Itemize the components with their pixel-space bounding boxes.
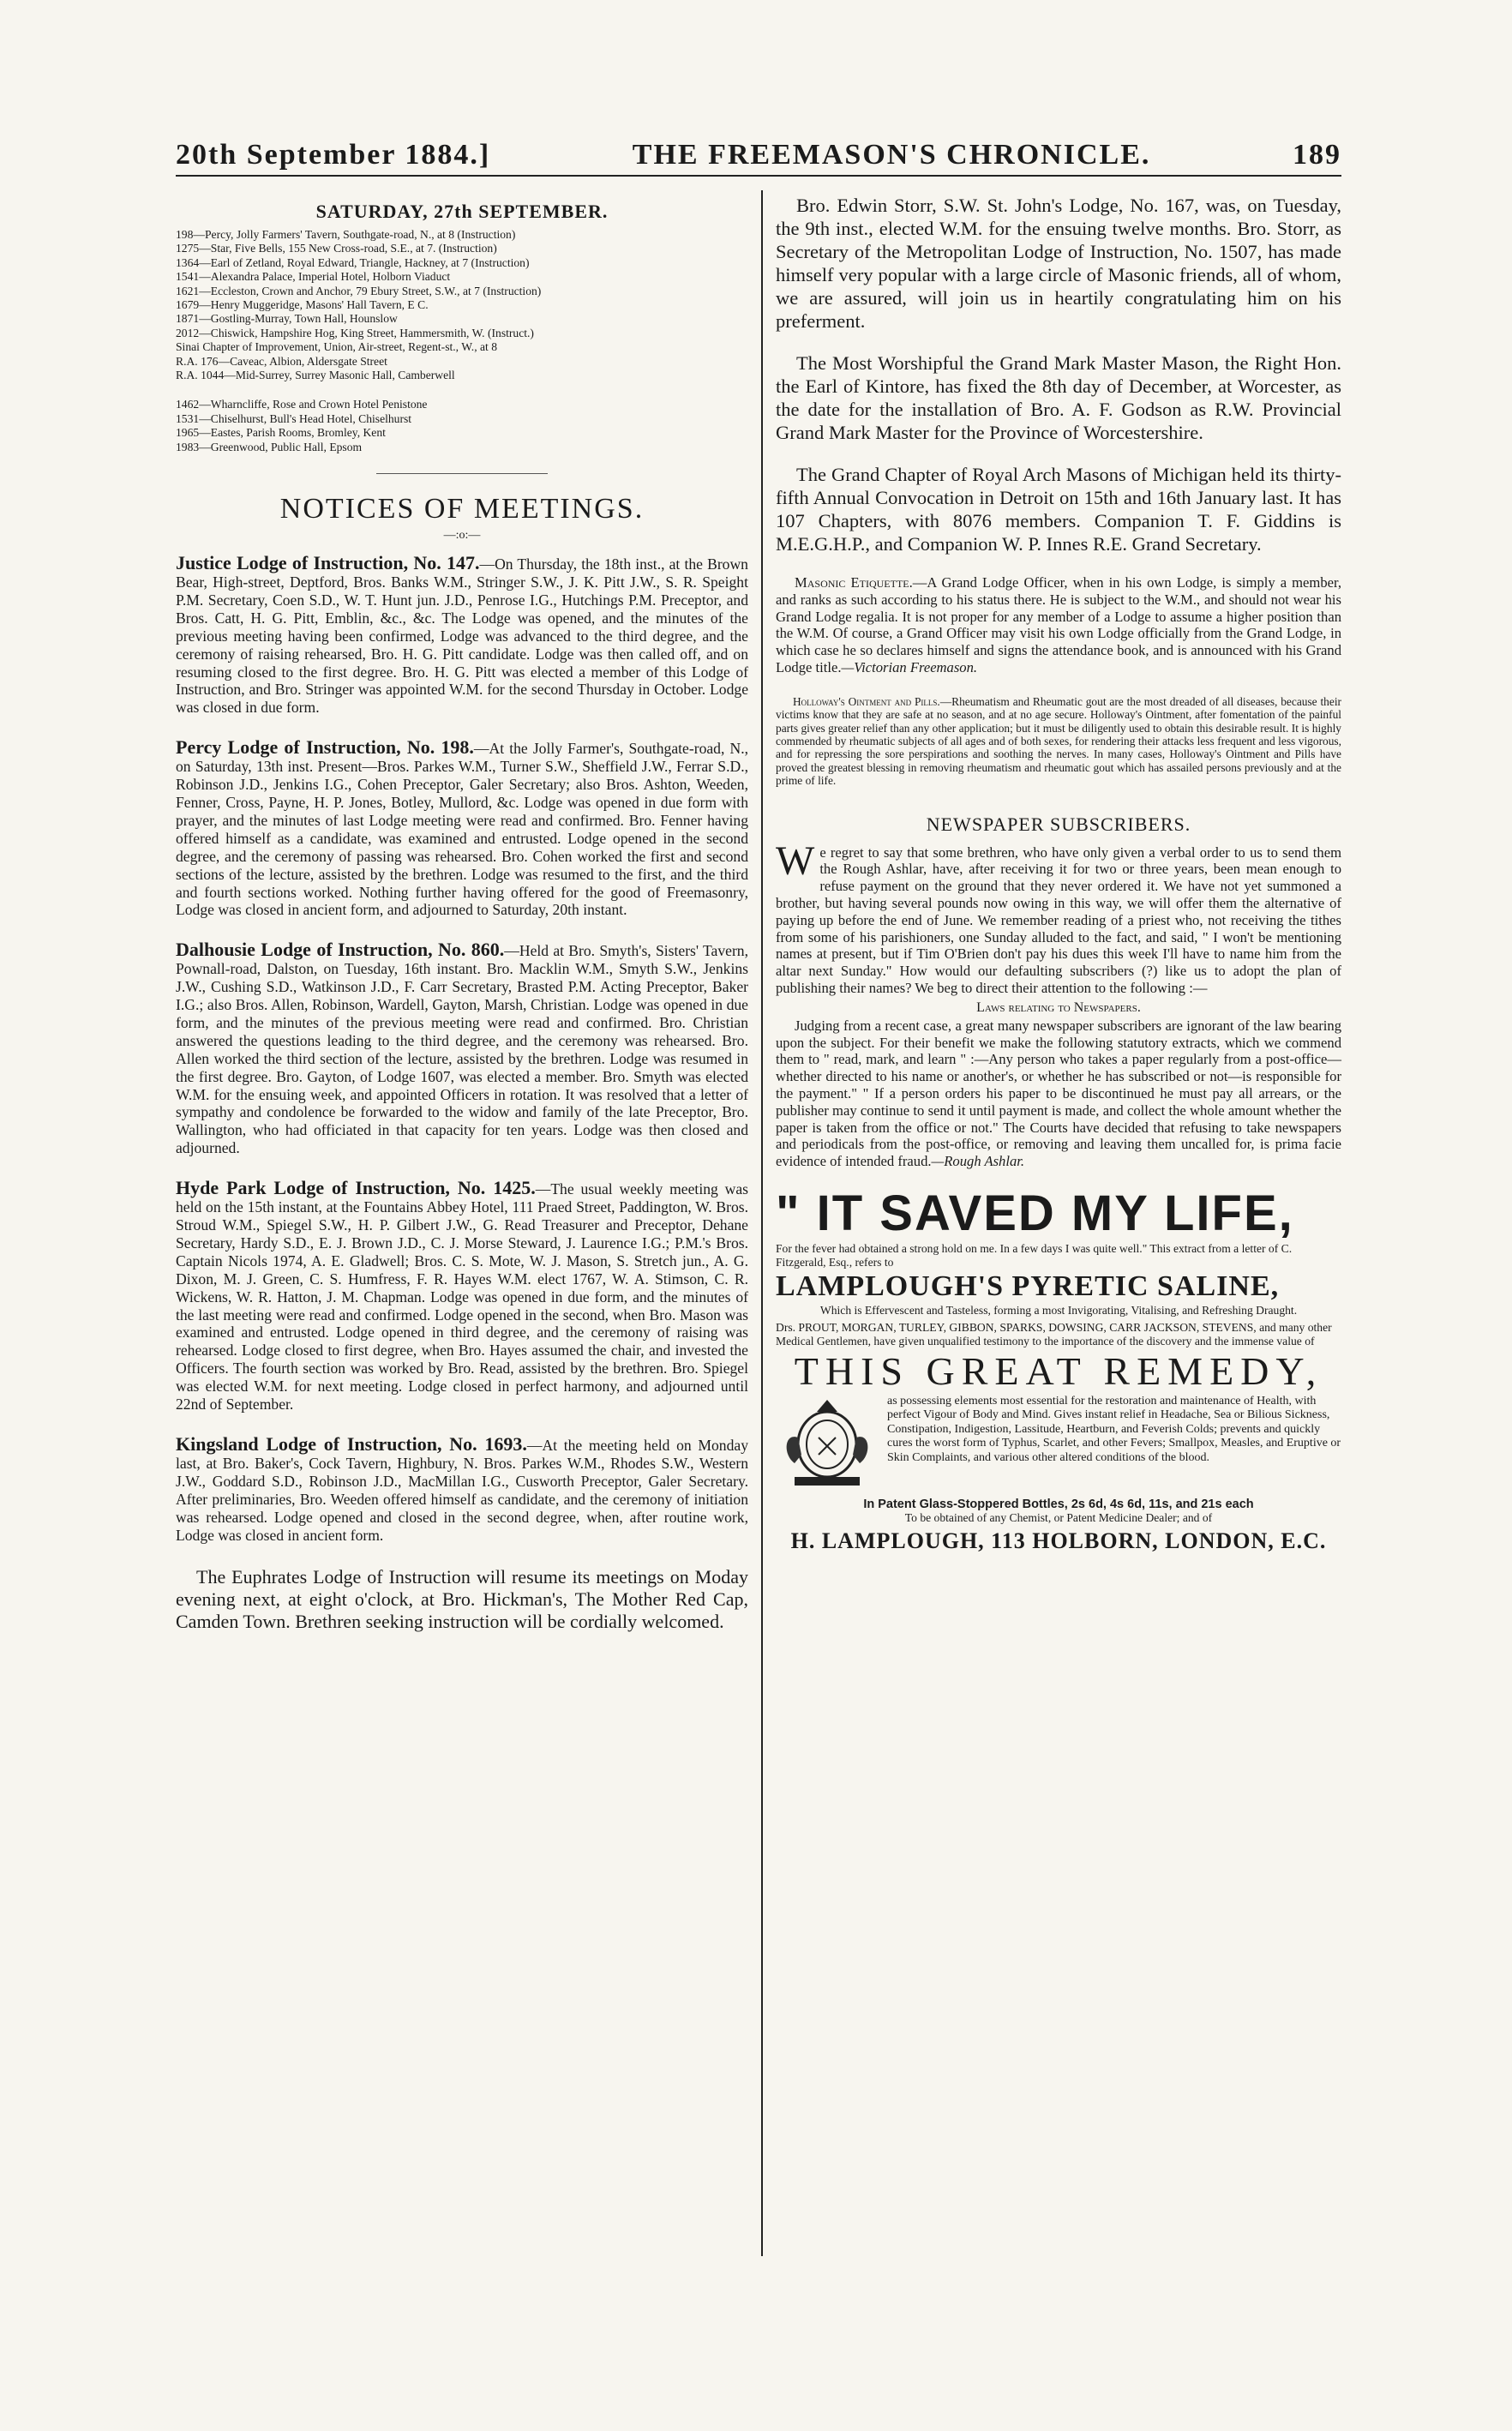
list-item: 1531—Chiselhurst, Bull's Head Hotel, Chiselhurst	[176, 411, 412, 425]
issue-date: 20th September 1884.]	[176, 139, 491, 171]
etiquette-paragraph	[776, 574, 1341, 676]
newspaper-paragraph-2	[776, 1017, 1341, 1170]
list-item: 1621—Eccleston, Crown and Anchor, 79 Ebury Street, S.W., at 7 (Instruction)	[176, 284, 542, 297]
notice-lead: Percy Lodge of Instruction, No. 198.	[176, 736, 474, 759]
newspaper-subscribers-heading: NEWSPAPER SUBSCRIBERS.	[926, 813, 1191, 835]
michigan-paragraph: The Grand Chapter of Royal Arch Masons of Michigan held its thirty-fifth Annual Convocation in Detroit on 15th and 16th January last. It has 107 Chapters, with 8076 members. Companion T. F. Giddins is M.E.G.H.P., and Companion W. P. Innes R.E. Grand Secretary.	[776, 464, 1341, 555]
advert-remedy: THIS GREAT REMEDY,	[794, 1348, 1323, 1393]
left-column	[176, 194, 748, 1633]
etiquette-source: —Victorian Freemason.	[841, 658, 978, 675]
holloway-paragraph	[776, 695, 1341, 788]
list-item: 1965—Eastes, Parish Rooms, Bromley, Kent	[176, 426, 386, 440]
section-divider	[376, 473, 548, 474]
advert-doctors: Drs. PROUT, MORGAN, TURLEY, GIBBON, SPARKS, DOWSING, CARR JACKSON, STEVENS, and many other Medical Gentlemen, have given unqualified testimony to the importance of the discovery and the immense value of	[776, 1320, 1332, 1348]
header-rule	[176, 175, 1341, 177]
kintore-paragraph: The Most Worshipful the Grand Mark Master Mason, the Right Hon. the Earl of Kintore, has fixed the 8th day of December, at Worcester, as the date for the installation of Bro. A. F. Godson as R.W. Provincial Grand Mark Master for the Province of Worcestershire.	[776, 352, 1341, 443]
list-item: 1462—Wharncliffe, Rose and Crown Hotel Penistone	[176, 398, 428, 411]
saturday-heading: SATURDAY, 27th SEPTEMBER.	[315, 201, 609, 222]
list-item: 1275—Star, Five Bells, 155 New Cross-road, S.E., at 7. (Instruction)	[176, 242, 497, 255]
notice-percy-lodge	[176, 736, 748, 919]
saturday-meetings-list	[176, 228, 748, 382]
notice-lead: Kingsland Lodge of Instruction, No. 1693.	[176, 1432, 527, 1455]
masthead	[176, 129, 1341, 171]
notice-dalhousie-lodge	[176, 941, 748, 1157]
notice-lead: Hyde Park Lodge of Instruction, No. 1425.	[176, 1177, 536, 1199]
notices-ornament: —:o:—	[443, 529, 481, 543]
advert-bottles: In Patent Glass-Stoppered Bottles, 2s 6d, 4s 6d, 11s, and 21s each	[863, 1497, 1254, 1511]
laws-heading: Laws relating to Newspapers.	[976, 999, 1141, 1015]
holloway-text: —Rheumatism and Rheumatic gout are the most dreaded of all diseases, because their victims know that they are safe at no season, and at no age secure. Holloway's Ointment, after fomentation of the painful parts gives greater relief than any other application; but it must be diligently used to obtain this desirable result. It is highly commended by rheumatic subjects of all ages and of both sexes, for rendering their attacks less frequent and less vigorous, and for repressing the sore perspirations and soothing the nerves. In many cases, Holloway's Ointment and Pills have proved the greatest blessing in removing rheumatism and rheumatic gout which has assailed persons previously and at the prime of life.	[776, 694, 1341, 788]
list-item: 1364—Earl of Zetland, Royal Edward, Triangle, Hackney, at 7 (Instruction)	[176, 255, 530, 269]
notice-text: —On Thursday, the 18th inst., at the Brown Bear, High-street, Deptford, Bros. Banks W.M., Stringer S.W., J. K. Pitt J.W., S. R. Speight P.M. Secretary, Coen S.D., W. T. Hunt jun. J.D., Penrose I.G., Hutchings P.M. Preceptor, and Bros. Catt, H. G. Pitt, Emblin, &c., &c. The Lodge was opened, and the minutes of the previous meeting having been confirmed, Lodge was advanced to the third degree, and the ceremony of raising rehearsed, Bro. H. G. Pitt candidate. Lodge was then called off, and on resuming closed to the first degree. Bro. H. G. Pitt was elected a member of this Lodge of Instruction, and Bro. Stringer was appointed W.M. for the second Thursday in October. Lodge was closed in due form.	[176, 555, 748, 717]
list-item: 1983—Greenwood, Public Hall, Epsom	[176, 440, 363, 453]
list-item: 2012—Chiswick, Hampshire Hog, King Street, Hammersmith, W. (Instruct.)	[176, 326, 534, 339]
provincial-meetings-list	[176, 398, 748, 454]
notice-text: —At the meeting held on Monday last, at Bro. Baker's, Cock Tavern, Highbury, N. Bros. Parkes W.M., Rhodes S.W., Western J.W., Goddard S.D., Robinson J.D., MacMillan I.G., Cusworth Preceptor, Galer Secretary. After preliminaries, Bro. Weeden offered himself as candidate, and the ceremony of initiation was rehearsed. Lodge opened and closed in the second degree, when, after routine work, Lodge was closed in ancient form.	[176, 1436, 748, 1544]
column-rule	[761, 190, 763, 2256]
right-column	[776, 194, 1341, 1554]
notice-text: —The usual weekly meeting was held on the 15th instant, at the Fountains Abbey Hotel, 111 Praed Street, Paddington, W. Bros. Stroud W.M., Spiegel S.W., H. P. Gilbert J.W., G. Read Treasurer and Preceptor, Dehane Secretary, Hardy S.D., E. J. Brown J.D., C. J. Morse Steward, J. Laurence I.G.; P.M.'s Bros. Captain Nicols 1974, A. E. Gladwell; Bros. C. S. Mote, W. J. Mason, S. Stretch jun., A. G. Dixon, M. J. Green, C. S. Humfress, F. R. Hayes W.M. elect 1767, W. A. Stimson, C. R. Wickens, W. R. Hatton, J. M. Chapman. Lodge was opened in due form, and the minutes of the last meeting were read and confirmed. Lodge opened in the second, when Bro. Mason was examined and entrusted. Lodge opened in third degree, and the ceremony of raising was rehearsed. Lodge closed to first degree, when Bro. Hayes assumed the chair, and invested the Officers. The fourth section was worked by Bro. Read, assisted by the brethren. Bro. Spiegel was elected W.M. for next meeting. Lodge closed in perfect harmony, and adjourned until 22nd of September.	[176, 1180, 748, 1414]
notice-text: —At the Jolly Farmer's, Southgate-road, N., on Saturday, 13th inst. Present—Bros. Parkes W.M., Turner S.W., Sheffield J.W., Ferrar S.D., Robinson J.D., Jenkins I.G., Cohen Preceptor, Galer Secretary; also Bros. Ashton, Weeden, Fenner, Cross, Payne, H. P. Jones, Botley, Mullord, &c. Lodge was opened in due form with prayer, and the minutes of last Lodge meeting were read and confirmed. Bro. Fenner having offered himself as a candidate, was examined and entrusted. Lodge opened in the second degree, and the ceremony of passing was rehearsed. Bro. Cohen worked the first and second sections of the lecture, assisted by the brethren. Lodge was resumed to the first, and the third and fourth sections worked. Nothing further having offered for the good of Freemasonry, Lodge was closed in ancient form, and adjourned to Saturday, 20th instant.	[176, 740, 748, 919]
newspaper-paragraph-1: We regret to say that some brethren, who have only given a verbal order to us to send them the Rough Ashlar, have, after receiving it for two or three years, been mean enough to refuse payment on the ground that they never ordered it. We have not yet summoned a brother, but having several pounds now owing in this way, we will offer them the alternative of paying up before the end of June. We remember reading of a priest who, not receiving the tithes from some of his parishioners, one Sunday alluded to the fact, and said, " I won't be mentioning names at present, but if Tim O'Brien don't pay his dues this week I'll have to name him from the altar next Sunday." How would our defaulting subscribers (?) like us to adopt the plan of publishing their names? We beg to direct their attention to the following :—	[776, 837, 1341, 996]
euphrates-notice: The Euphrates Lodge of Instruction will resume its meetings on Moday evening next, at eight o'clock, at Bro. Hickman's, The Mother Red Cap, Camden Town. Brethren seeking instruction will be cordially welcomed.	[176, 1566, 748, 1633]
advert-benefits: as possessing elements most essential for the restoration and maintenance of Health, with perfect Vigour of Body and Mind. Gives instant relief in Headache, Sea or Bilious Sickness, Constipation, Indigestion, Lassitude, Heartburn, and Feverish Colds; prevents and quickly cures the worst form of Typhus, Scarlet, and other Fevers; Smallpox, Measles, and Eruptive or Skin Complaints, and various other altered conditions of the blood.	[887, 1394, 1341, 1464]
advert-obtain: To be obtained of any Chemist, or Patent Medicine Dealer; and of	[904, 1510, 1213, 1524]
newspaper-text: Judging from a recent case, a great many newspaper subscribers are ignorant of the law bearing upon the subject. For their benefit we make the following statutory extracts, which we commend them to " read, mark, and learn " :—Any person who takes a paper regularly from a post-office—whether directed to his name or another's, or whether he has subscribed or not—is responsible for the payment." " If a person orders his paper to be discontinued he must pay all arrears, or the publisher may continue to send it until payment is made, and collect the whole amount whether the paper is taken from the office or not." The Courts have decided that refusing to take newspapers and periodicals from the post-office, or removing and leaving them uncalled for, is prima facie evidence of intended fraud.	[776, 1017, 1341, 1170]
list-item: R.A. 176—Caveac, Albion, Aldersgate Street	[176, 354, 387, 368]
advert-description: Which is Effervescent and Tasteless, forming a most Invigorating, Vitalising, and Refreshing Draught.	[819, 1303, 1298, 1317]
list-item: 1541—Alexandra Palace, Imperial Hotel, Holborn Viaduct	[176, 270, 451, 284]
notice-hyde-park-lodge	[176, 1179, 748, 1414]
advert-address: H. LAMPLOUGH, 113 HOLBORN, LONDON, E.C.	[790, 1528, 1327, 1553]
list-item: Sinai Chapter of Improvement, Union, Air-street, Regent-st., W., at 8	[176, 340, 497, 354]
storr-paragraph: Bro. Edwin Storr, S.W. St. John's Lodge, No. 167, was, on Tuesday, the 9th inst., elected W.M. for the ensuing twelve months. Bro. Storr, as Secretary of the Metropolitan Lodge of Instruction, No. 1507, has made himself very popular with a large circle of Masonic friends, all of whom, we are assured, will join us in heartily congratulating him on his preferment.	[776, 195, 1341, 332]
notice-text: —Held at Bro. Smyth's, Sisters' Tavern, Pownall-road, Dalston, on Tuesday, 16th instant. Bro. Macklin W.M., Smyth S.W., Jenkins J.W., Cushing S.D., Watkinson J.D., F. Carr Secretary, Brasted P.M. Acting Preceptor, Baker I.G.; also Bros. Allen, Robinson, Wardell, Gayton, Marsh, Christian. Lodge was opened in due form, and the minutes of the previous meeting were read and confirmed. Bro. Christian answered the questions leading to the third degree, and the ceremony was rehearsed. Bro. Allen worked the third section of the lecture, assisted by the brethren. Lodge was resumed in the first degree. Bro. Gayton, of Lodge 1607, was elected a member. Bro. Smyth was elected W.M. for the ensuing week, and appointed Officers in rotation. It was resolved that a letter of sympathy and condolence be forwarded to the widow and family of the late Preceptor, Bro. Wallington, who had officiated in that capacity for ten years. Lodge was then closed and adjourned.	[176, 942, 749, 1157]
etiquette-text: —A Grand Lodge Officer, when in his own Lodge, is simply a member, and ranks as such according to his status there. He is subject to the W.M., and should not wear his Grand Lodge regalia. It is not proper for any member of a Lodge to assume a higher position than the W.M. Of course, a Grand Officer may visit his own Lodge officially from the Grand Lodge, in which case he so declares himself and signs the attendance book, and is announced with his Grand Lodge title.	[776, 574, 1341, 675]
advert-headline: " IT SAVED MY LIFE,	[776, 1185, 1294, 1241]
publication-title: THE FREEMASON'S CHRONICLE.	[632, 139, 1151, 171]
etiquette-lead: Masonic Etiquette.	[795, 574, 913, 591]
list-item: R.A. 1044—Mid-Surrey, Surrey Masonic Hall, Camberwell	[176, 369, 455, 382]
notice-justice-lodge	[176, 552, 748, 717]
list-item: 198—Percy, Jolly Farmers' Tavern, Southgate-road, N., at 8 (Instruction)	[176, 228, 516, 241]
holloway-lead: Holloway's Ointment and Pills.	[793, 694, 940, 708]
pyretic-saline-advert	[776, 1185, 1341, 1554]
notice-kingsland-lodge	[176, 1432, 748, 1544]
royal-arms-icon	[776, 1395, 879, 1491]
notice-lead: Dalhousie Lodge of Instruction, No. 860.	[176, 939, 505, 961]
page-number: 189	[1293, 139, 1341, 171]
list-item: 1679—Henry Muggeridge, Masons' Hall Tavern, E C.	[176, 298, 429, 312]
advert-brand: LAMPLOUGH'S PYRETIC SALINE,	[776, 1270, 1280, 1302]
list-item: 1871—Gostling-Murray, Town Hall, Hounslow	[176, 312, 398, 326]
advert-intro: For the fever had obtained a strong hold on me. In a few days I was quite well." This extract from a letter of C. Fitzgerald, Esq., refers to	[776, 1241, 1293, 1269]
notice-lead: Justice Lodge of Instruction, No. 147.	[176, 552, 480, 574]
newspaper-source: —Rough Ashlar.	[931, 1153, 1025, 1170]
notices-heading: NOTICES OF MEETINGS.	[279, 493, 645, 525]
